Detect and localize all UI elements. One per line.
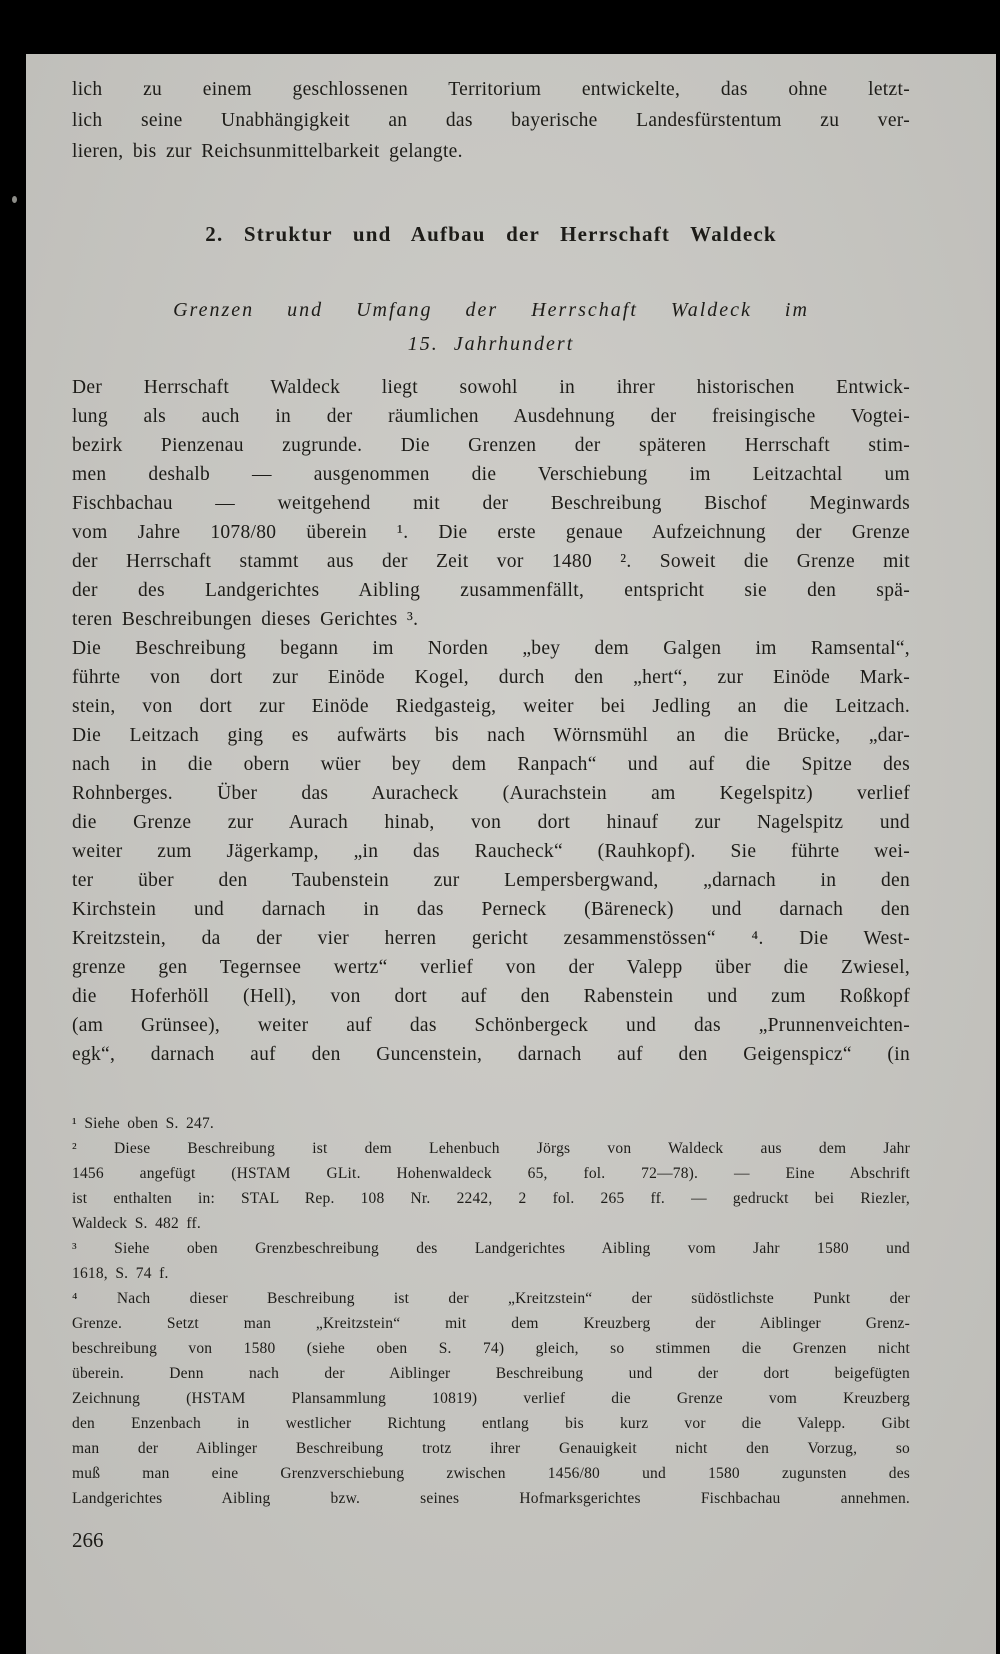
body-paragraph-2 <box>72 634 910 1069</box>
text-line: vom Jahre 1078/80 überein ¹. Die erste genaue Aufzeichnung der Grenze <box>72 522 910 543</box>
text-line: lich seine Unabhängigkeit an das bayerische Landesfürstentum zu ver- <box>72 110 910 131</box>
text-line: (am Grünsee), weiter auf das Schönbergeck und das „Prunnenveichten- <box>72 1015 910 1036</box>
text-line: den Enzenbach in westlicher Richtung entlang bis kurz vor die Valepp. Gibt <box>72 1415 910 1432</box>
text-line: men deshalb — ausgenommen die Verschiebung im Leitzachtal um <box>72 464 910 485</box>
text-line: Grenze. Setzt man „Kreitzstein“ mit dem Kreuzberg der Aiblinger Grenz- <box>72 1315 910 1332</box>
text-line: ⁴ Nach dieser Beschreibung ist der „Kreitzstein“ der südöstlichste Punkt der <box>72 1290 910 1307</box>
intro-paragraph <box>72 74 910 167</box>
text-line: Landgerichtes Aibling bzw. seines Hofmarksgerichtes Fischbachau annehmen. <box>72 1490 910 1507</box>
text-line: der Herrschaft stammt aus der Zeit vor 1480 ². Soweit die Grenze mit <box>72 551 910 572</box>
text-line: ² Diese Beschreibung ist dem Lehenbuch Jörgs von Waldeck aus dem Jahr <box>72 1140 910 1157</box>
footnotes <box>72 1111 910 1511</box>
text-line: 1618, S. 74 f. <box>72 1265 169 1282</box>
text-line: Kreitzstein, da der vier herren gericht zesammenstössen“ ⁴. Die West- <box>72 928 910 949</box>
text-line: ³ Siehe oben Grenzbeschreibung des Landgerichtes Aibling vom Jahr 1580 und <box>72 1240 910 1257</box>
text-line: Fischbachau — weitgehend mit der Beschreibung Bischof Meginwards <box>72 493 910 514</box>
text-line: lich zu einem geschlossenen Territorium entwickelte, das ohne letzt- <box>72 79 910 100</box>
text-line: grenze gen Tegernsee wertz“ verlief von der Valepp über die Zwiesel, <box>72 957 910 978</box>
book-page <box>26 54 996 1654</box>
text-line: Die Leitzach ging es aufwärts bis nach Wörnsmühl an die Brücke, „dar- <box>72 725 910 746</box>
text-line: bezirk Pienzenau zugrunde. Die Grenzen der späteren Herrschaft stim- <box>72 435 910 456</box>
footnote-2 <box>72 1136 910 1236</box>
scan-speckle <box>12 196 17 203</box>
footnote-3 <box>72 1236 910 1286</box>
footnote-1 <box>72 1111 910 1136</box>
text-line: überein. Denn nach der Aiblinger Beschreibung und der dort beigefügten <box>72 1365 910 1382</box>
text-line: weiter zum Jägerkamp, „in das Raucheck“ (Rauhkopf). Sie führte wei- <box>72 841 910 862</box>
section-heading: 2. Struktur und Aufbau der Herrschaft Waldeck <box>205 222 777 246</box>
subheading <box>72 293 910 361</box>
text-line: lung als auch in der räumlichen Ausdehnung der freisingische Vogtei- <box>72 406 910 427</box>
text-line: die Grenze zur Aurach hinab, von dort hinauf zur Nagelspitz und <box>72 812 910 833</box>
text-line: beschreibung von 1580 (siehe oben S. 74) gleich, so stimmen die Grenzen nicht <box>72 1340 910 1357</box>
body-paragraph-1 <box>72 373 910 634</box>
subheading-line1: Grenzen und Umfang der Herrschaft Waldeck im <box>173 299 809 321</box>
subheading-line2: 15. Jahrhundert <box>407 333 575 355</box>
text-line: Zeichnung (HSTAM Plansammlung 10819) verlief die Grenze vom Kreuzberg <box>72 1390 910 1407</box>
text-line: teren Beschreibungen dieses Gerichtes ³. <box>72 609 419 630</box>
text-line: Kirchstein und darnach in das Perneck (Bäreneck) und darnach den <box>72 899 910 920</box>
text-line: Die Beschreibung begann im Norden „bey dem Galgen im Ramsental“, <box>72 638 910 659</box>
text-line: die Hoferhöll (Hell), von dort auf den Rabenstein und zum Roßkopf <box>72 986 910 1007</box>
text-line: Rohnberges. Über das Auracheck (Aurachstein am Kegelspitz) verlief <box>72 783 910 804</box>
text-line: stein, von dort zur Einöde Riedgasteig, weiter bei Jedling an die Leitzach. <box>72 696 910 717</box>
text-line: ter über den Taubenstein zur Lempersbergwand, „darnach in den <box>72 870 910 891</box>
page-number: 266 <box>72 1528 104 1552</box>
text-line: lieren, bis zur Reichsunmittelbarkeit gelangte. <box>72 141 463 162</box>
text-line: Waldeck S. 482 ff. <box>72 1215 201 1232</box>
text-line: nach in die obern wüer bey dem Ranpach“ und auf die Spitze des <box>72 754 910 775</box>
text-line: 1456 angefügt (HSTAM GLit. Hohenwaldeck 65, fol. 72—78). — Eine Abschrift <box>72 1165 910 1182</box>
text-line: man der Aiblinger Beschreibung trotz ihrer Genauigkeit nicht den Vorzug, so <box>72 1440 910 1457</box>
text-line: Der Herrschaft Waldeck liegt sowohl in ihrer historischen Entwick- <box>72 377 910 398</box>
text-line: muß man eine Grenzverschiebung zwischen 1456/80 und 1580 zugunsten des <box>72 1465 910 1482</box>
page-content <box>26 54 996 1555</box>
text-line: der des Landgerichtes Aibling zusammenfällt, entspricht sie den spä- <box>72 580 910 601</box>
text-line: ist enthalten in: STAL Rep. 108 Nr. 2242, 2 fol. 265 ff. — gedruckt bei Riezler, <box>72 1190 910 1207</box>
text-line: egk“, darnach auf den Guncenstein, darnach auf den Geigenspicz“ (in <box>72 1044 910 1065</box>
footnote-4 <box>72 1286 910 1511</box>
text-line: ¹ Siehe oben S. 247. <box>72 1115 214 1132</box>
text-line: führte von dort zur Einöde Kogel, durch den „hert“, zur Einöde Mark- <box>72 667 910 688</box>
